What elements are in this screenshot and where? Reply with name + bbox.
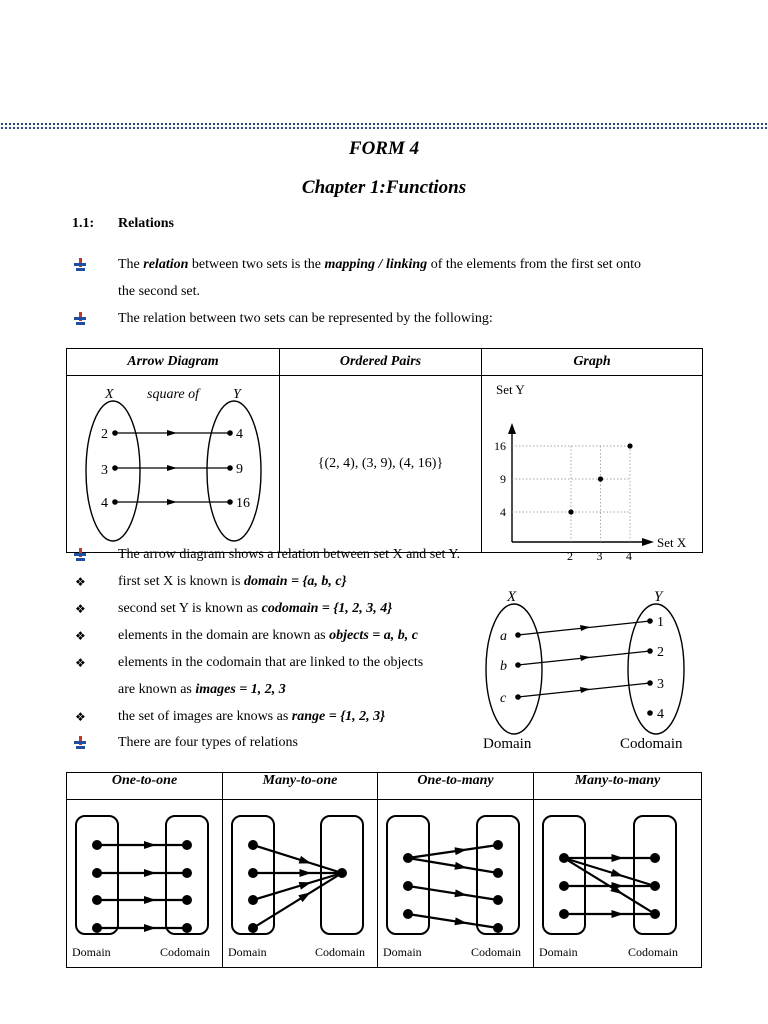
domain-label: Domain [539, 945, 578, 959]
one-to-many-diagram [378, 800, 533, 962]
codomain-point [337, 868, 347, 878]
domain-elem: a [500, 629, 507, 644]
codomain-point [493, 868, 503, 878]
bullet-line: elements in the codomain that are linked to the objects [118, 655, 424, 670]
many-to-one-cell [223, 800, 378, 968]
codomain-point [493, 840, 503, 850]
domain-point [403, 909, 413, 919]
mapping-arrow [564, 858, 655, 886]
graph-cell [482, 376, 703, 563]
mapping-arrow [408, 845, 498, 858]
one-to-many-cell [378, 800, 534, 968]
bullet-line: the set of images are knows as range = {1, 2, 3} [118, 709, 385, 724]
header-graph: Graph [482, 349, 703, 376]
y-elem: 9 [236, 462, 243, 477]
codomain-point [493, 923, 503, 933]
codomain-elem: 2 [657, 645, 664, 660]
mapping-arrow [408, 858, 498, 873]
bullet-line: There are four types of relations [118, 735, 298, 750]
domain-point [92, 923, 102, 933]
ordered-pairs-cell [280, 376, 482, 553]
graph-point [598, 476, 603, 481]
codomain-label: Codomain [315, 945, 365, 959]
one-to-one-diagram [67, 800, 222, 962]
relation-definition: The relation between two sets is the mapping / linking of the elements from the first set onto [118, 257, 642, 272]
relation-definition-cont: the second set. [118, 284, 201, 299]
mapping-arrow [253, 873, 342, 928]
codomain-label: Codomain [620, 736, 683, 752]
x-elem: 3 [101, 463, 108, 478]
diamond-bullet-icon: ❖ [75, 710, 86, 724]
dotted-header-rule [0, 122, 768, 130]
relation-label: square of [147, 387, 199, 402]
arrow-bullet-icon [74, 312, 88, 326]
bullet-line: elements in the domain are known as objects = a, b, c [118, 628, 418, 643]
y-elem: 4 [236, 427, 243, 442]
header-many-to-one: Many-to-one [223, 773, 378, 800]
codomain-label: Codomain [628, 945, 678, 959]
arrow-diagram [67, 376, 279, 547]
domain-label: Domain [228, 945, 267, 959]
many-to-many-cell [534, 800, 702, 968]
codomain-point [650, 853, 660, 863]
section-number: 1.1: [72, 216, 95, 231]
codomain-elem: 3 [657, 677, 664, 692]
x-elem: 2 [101, 427, 108, 442]
arrow-bullet-icon [74, 548, 88, 562]
domain-point [248, 868, 258, 878]
diamond-bullet-icon: ❖ [75, 602, 86, 616]
bullet-line: are known as images = 1, 2, 3 [118, 682, 286, 697]
codomain-point [650, 909, 660, 919]
set-y-ellipse [207, 401, 261, 541]
domain-point [559, 909, 569, 919]
graph-x-tick: 3 [596, 549, 603, 563]
header-one-to-one: One-to-one [67, 773, 223, 800]
graph-point [568, 509, 573, 514]
graph-y-tick: 4 [500, 505, 506, 519]
many-to-many-diagram [534, 800, 690, 962]
mapping-arrow [253, 873, 342, 900]
x-elem: 4 [101, 496, 108, 511]
domain-label: Domain [383, 945, 422, 959]
header-ordered-pairs: Ordered Pairs [280, 349, 482, 376]
many-to-one-diagram [223, 800, 377, 962]
domain-point [248, 895, 258, 905]
section-title: Relations [118, 216, 174, 231]
domain-label: Domain [72, 945, 111, 959]
header-many-to-many: Many-to-many [534, 773, 702, 800]
domain-point [92, 895, 102, 905]
one-to-one-cell [67, 800, 223, 968]
domain-point [248, 923, 258, 933]
codomain-point [182, 840, 192, 850]
arrow-diagram-cell [67, 376, 280, 553]
domain-point [92, 840, 102, 850]
ordered-pairs: {(2, 4), (3, 9), (4, 16)} [317, 456, 444, 471]
graph-ylabel: Set Y [496, 382, 525, 397]
bullet-line: second set Y is known as codomain = {1, 2, 3, 4} [118, 601, 393, 616]
set-y-label: Y [233, 387, 241, 402]
domain-point [559, 881, 569, 891]
domain-elem: b [500, 659, 507, 674]
mapping-arrow [253, 845, 342, 873]
codomain-point [182, 923, 192, 933]
domain-point [248, 840, 258, 850]
representation-intro: The relation between two sets can be represented by the following: [118, 311, 493, 326]
diamond-bullet-icon: ❖ [75, 575, 86, 589]
relation-graph [482, 376, 702, 563]
graph-xlabel: Set X [657, 535, 687, 550]
graph-y-tick: 16 [494, 439, 506, 453]
set-y-label: Y [654, 589, 663, 605]
domain-point [403, 881, 413, 891]
domain-elem: c [500, 691, 507, 706]
domain-point [92, 868, 102, 878]
codomain-label: Codomain [471, 945, 521, 959]
domain-point [403, 853, 413, 863]
graph-y-tick: 9 [500, 472, 506, 486]
codomain-point [182, 868, 192, 878]
codomain-elem: 1 [657, 615, 664, 630]
graph-point [627, 443, 632, 448]
codomain-point [182, 895, 192, 905]
graph-x-tick: 2 [567, 549, 573, 563]
mapping-arrow [408, 914, 498, 928]
set-x-label: X [105, 387, 114, 402]
graph-x-tick: 4 [626, 549, 632, 563]
arrow-bullet-icon [74, 258, 88, 272]
codomain-point [650, 881, 660, 891]
domain-codomain-diagram [470, 584, 710, 756]
codomain-elem: 4 [657, 707, 664, 722]
diamond-bullet-icon: ❖ [75, 629, 86, 643]
header-arrow-diagram: Arrow Diagram [67, 349, 280, 376]
bullet-line: The arrow diagram shows a relation between set X and set Y. [118, 547, 461, 562]
set-x-label: X [507, 589, 517, 605]
y-elem: 16 [236, 496, 250, 511]
arrow-bullet-icon [74, 736, 88, 750]
domain-point [559, 853, 569, 863]
codomain-label: Codomain [160, 945, 210, 959]
bullet-line: first set X is known is domain = {a, b, c} [118, 574, 347, 589]
mapping-arrow [408, 886, 498, 900]
codomain-point [493, 895, 503, 905]
set-x-ellipse [86, 401, 140, 541]
relation-types-table [66, 772, 702, 968]
form-heading: FORM 4 [348, 138, 420, 159]
domain-label: Domain [483, 736, 532, 752]
diamond-bullet-icon: ❖ [75, 656, 86, 670]
header-one-to-many: One-to-many [378, 773, 534, 800]
chapter-title: Chapter 1:Functions [301, 177, 467, 198]
